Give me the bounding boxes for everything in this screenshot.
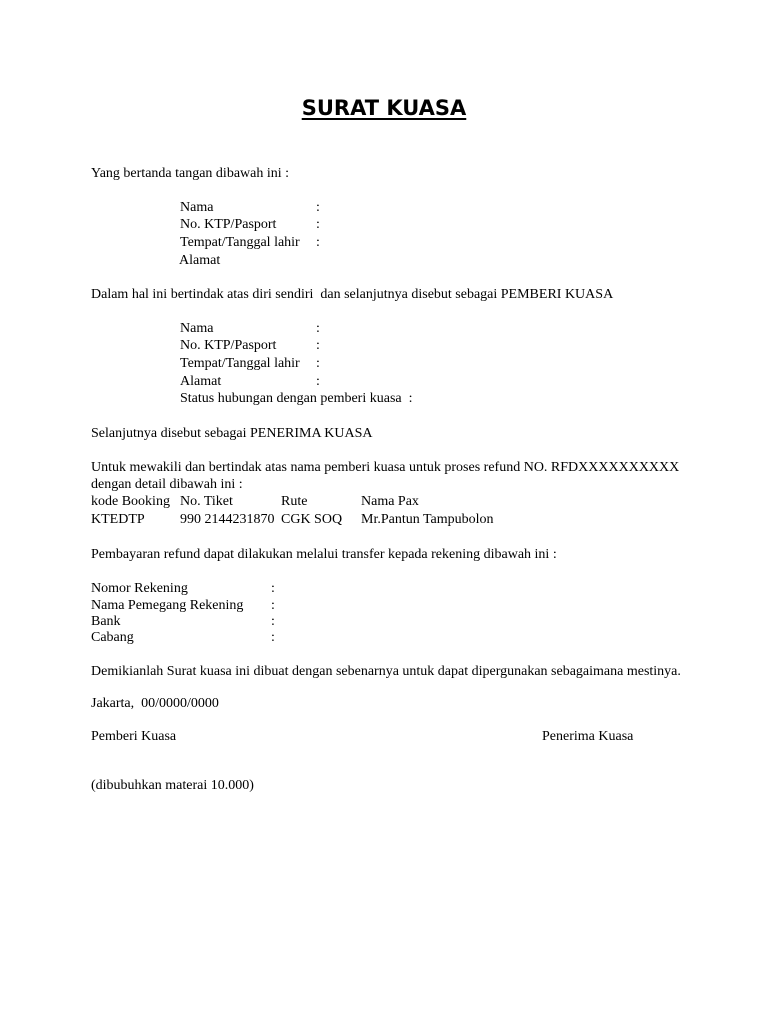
place-date: Jakarta, 00/0000/0000 (91, 696, 219, 711)
payment-intro: Pembayaran refund dapat dilakukan melalui transfer kepada rekening dibawah ini : (91, 547, 557, 562)
booking-header-code: kode Booking (91, 494, 170, 509)
grantee-name-label: Nama (180, 321, 214, 336)
grantee-name-separator: : (316, 321, 320, 336)
grantee-birth-separator: : (316, 356, 320, 371)
grantor-id-label: No. KTP/Pasport (180, 217, 277, 232)
account-holder-separator: : (271, 598, 275, 613)
booking-code-cell: KTEDTP (91, 512, 145, 527)
account-number-separator: : (271, 581, 275, 596)
account-number-label: Nomor Rekening (91, 581, 188, 596)
account-holder-label: Nama Pemegang Rekening (91, 598, 244, 613)
booking-header-route: Rute (281, 494, 308, 509)
branch-separator: : (271, 630, 275, 645)
bank-label: Bank (91, 614, 121, 629)
closing-statement: Demikianlah Surat kuasa ini dibuat dengan sebenarnya untuk dapat dipergunakan sebagaimana mestinya. (91, 664, 681, 679)
grantor-name-label: Nama (180, 200, 214, 215)
grantor-address-label: Alamat (179, 253, 221, 268)
grantee-id-separator: : (316, 338, 320, 353)
bank-separator: : (271, 614, 275, 629)
grantee-address-separator: : (316, 374, 320, 389)
grantee-statement: Selanjutnya disebut sebagai PENERIMA KUASA (91, 426, 373, 441)
ticket-number-cell: 990 2144231870 (180, 512, 275, 527)
grantor-statement: Dalam hal ini bertindak atas diri sendiri dan selanjutnya disebut sebagai PEMBERI KUASA (91, 287, 614, 302)
document-title: SURAT KUASA (301, 96, 467, 120)
intro-text: Yang bertanda tangan dibawah ini : (91, 166, 290, 181)
stamp-note: (dibubuhkan materai 10.000) (91, 778, 254, 793)
grantor-birth-separator: : (316, 235, 320, 250)
grantee-birth-label: Tempat/Tanggal lahir (180, 356, 300, 371)
purpose-line-2: dengan detail dibawah ini : (91, 477, 243, 492)
grantor-name-separator: : (316, 200, 320, 215)
grantor-id-separator: : (316, 217, 320, 232)
grantee-address-label: Alamat (180, 374, 222, 389)
signer-left-label: Pemberi Kuasa (91, 729, 177, 744)
booking-header-ticket: No. Tiket (180, 494, 233, 509)
booking-header-pax: Nama Pax (361, 494, 419, 509)
grantee-id-label: No. KTP/Pasport (180, 338, 277, 353)
relationship-status-line: Status hubungan dengan pemberi kuasa : (180, 391, 413, 406)
pax-name-cell: Mr.Pantun Tampubolon (361, 512, 494, 527)
branch-label: Cabang (91, 630, 134, 645)
purpose-line-1: Untuk mewakili dan bertindak atas nama pemberi kuasa untuk proses refund NO. RFDXXXXXXXXXX (91, 460, 680, 475)
grantor-birth-label: Tempat/Tanggal lahir (180, 235, 300, 250)
route-cell: CGK SOQ (281, 512, 343, 527)
signer-right-label: Penerima Kuasa (542, 729, 634, 744)
